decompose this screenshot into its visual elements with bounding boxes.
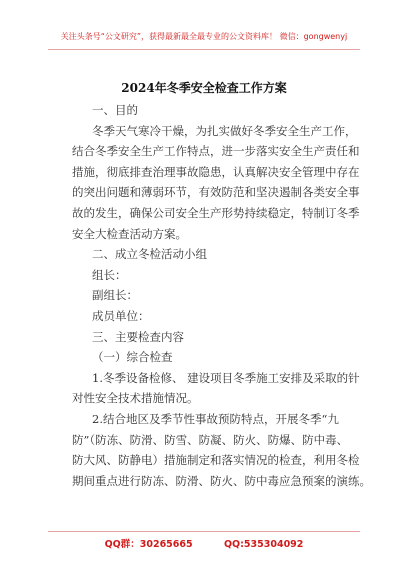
footer [0,536,408,550]
body-line: 对性安全技术措施情况。 [72,391,199,406]
members-label: 成员单位： [92,309,150,323]
section-heading-3: 三、主要检查内容 [92,329,184,344]
deputy-leader-label: 副组长： [92,288,138,303]
header-divider [48,49,360,50]
body-line: 结合冬季安全生产工作特点，进一步落实安全生产责任和 [72,144,360,159]
body-line: 的突出问题和薄弱环节，有效防范和坚决遏制各类安全事 [72,185,360,200]
footer-qq: QQ:535304092 [223,539,304,550]
body-line: 防”（防冻、防滑、防雪、防凝、防火、防爆、防中毒、 [72,432,349,447]
section-heading-1: 一、目的 [92,103,138,117]
body-line: 安全大检查活动方案。 [72,226,187,241]
subsection-heading: （一）综合检查 [92,350,173,365]
footer-divider [48,531,360,532]
body-line: 1.冬季设备检修、 建设项目冬季施工安排及采取的针 [92,370,360,385]
body-line: 期间重点进行防冻、防滑、防火、防中毒应急预案的演练。 [72,473,371,488]
document-title: 2024年冬季安全检查工作方案 [121,81,287,95]
footer-qq-group: QQ群：30265665 [104,539,193,550]
leader-label: 组长： [92,267,127,282]
body-line: 故的发生，确保公司安全生产形势持续稳定，特制订冬季 [72,206,360,220]
body-line: 措施，彻底排查治理事故隐患，认真解决安全管理中存在 [72,164,360,179]
body-line: 防大风、防静电）措施制定和落实情况的检查，利用冬检 [72,453,360,468]
body-line: 2.结合地区及季节性事故预防特点，开展冬季“九 [92,412,339,426]
body-line: 冬季天气寒冷干燥，为扎实做好冬季安全生产工作， [92,123,357,138]
header-note: 关注头条号“公文研究”，获得最新最全最专业的公文资料库！ 微信：gongwenyj [60,32,348,41]
section-heading-2: 二、成立冬检活动小组 [92,247,207,262]
